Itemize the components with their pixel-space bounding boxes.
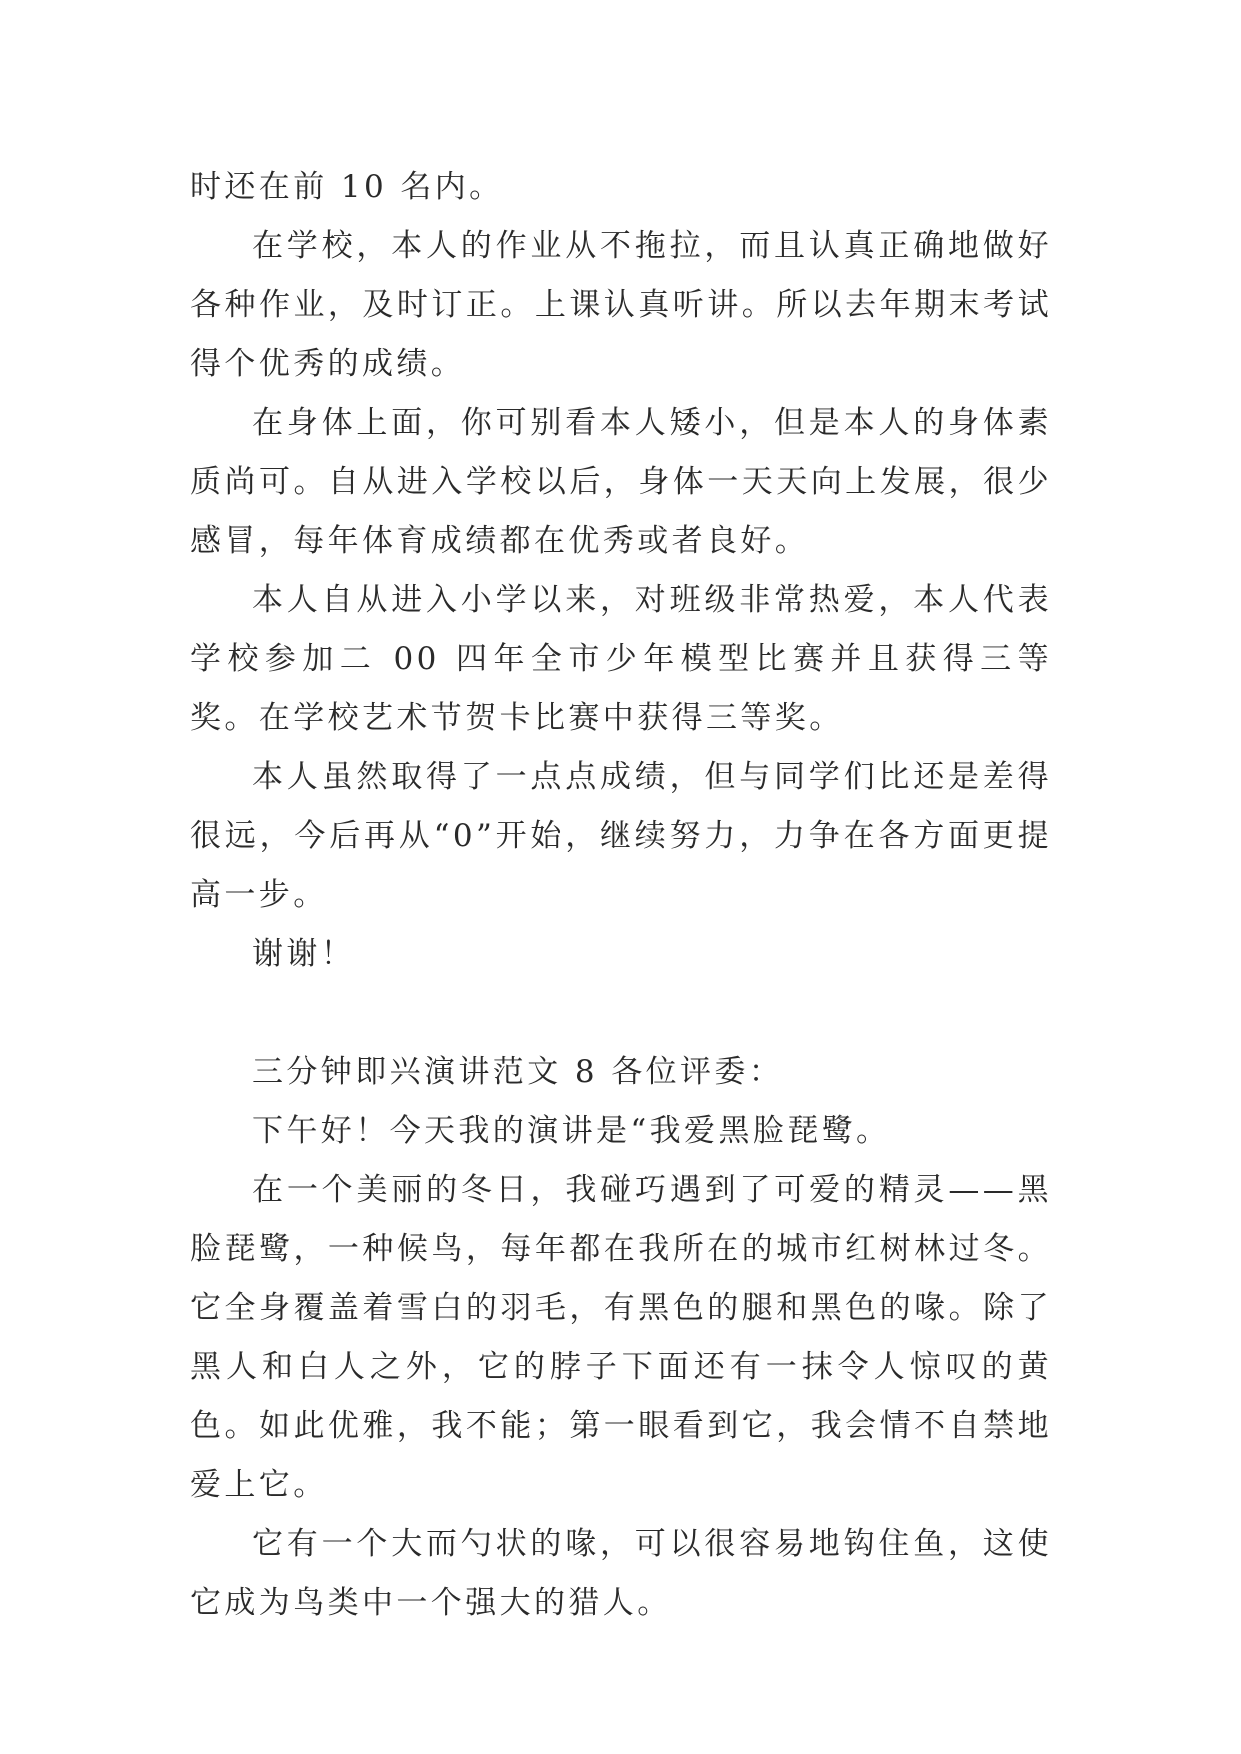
paragraph: 时还在前 10 名内。 [190, 169, 504, 205]
document-body [190, 158, 1052, 1633]
paragraph: 在身体上面，你可别看本人矮小，但是本人的身体素质尚可。自从进入学校以后，身体一天天向上发展，很少感冒，每年体育成绩都在优秀或者良好。 [190, 405, 1052, 559]
paragraph: 下午好！今天我的演讲是“我爱黑脸琵鹭。 [252, 1113, 891, 1149]
paragraph: 本人虽然取得了一点点成绩，但与同学们比还是差得很远，今后再从“0”开始，继续努力，力争在各方面更提高一步。 [190, 759, 1052, 913]
paragraph: 本人自从进入小学以来，对班级非常热爱，本人代表学校参加二 00 四年全市少年模型比赛并且获得三等奖。在学校艺术节贺卡比赛中获得三等奖。 [190, 582, 1052, 736]
paragraph: 在一个美丽的冬日，我碰巧遇到了可爱的精灵——黑脸琵鹭，一种候鸟，每年都在我所在的城市红树林过冬。它全身覆盖着雪白的羽毛，有黑色的腿和黑色的喙。除了黑人和白人之外，它的脖子下面还有一抹令人惊叹的黄色。如此优雅，我不能；第一眼看到它，我会情不自禁地爱上它。 [190, 1172, 1052, 1503]
section-heading: 三分钟即兴演讲范文 8 各位评委： [252, 1054, 784, 1090]
paragraph: 谢谢！ [252, 936, 356, 972]
paragraph: 它有一个大而勺状的喙，可以很容易地钩住鱼，这使它成为鸟类中一个强大的猎人。 [190, 1526, 1052, 1621]
blank-line [190, 984, 1052, 1043]
paragraph: 在学校，本人的作业从不拖拉，而且认真正确地做好各种作业，及时订正。上课认真听讲。所以去年期末考试得个优秀的成绩。 [190, 228, 1052, 382]
